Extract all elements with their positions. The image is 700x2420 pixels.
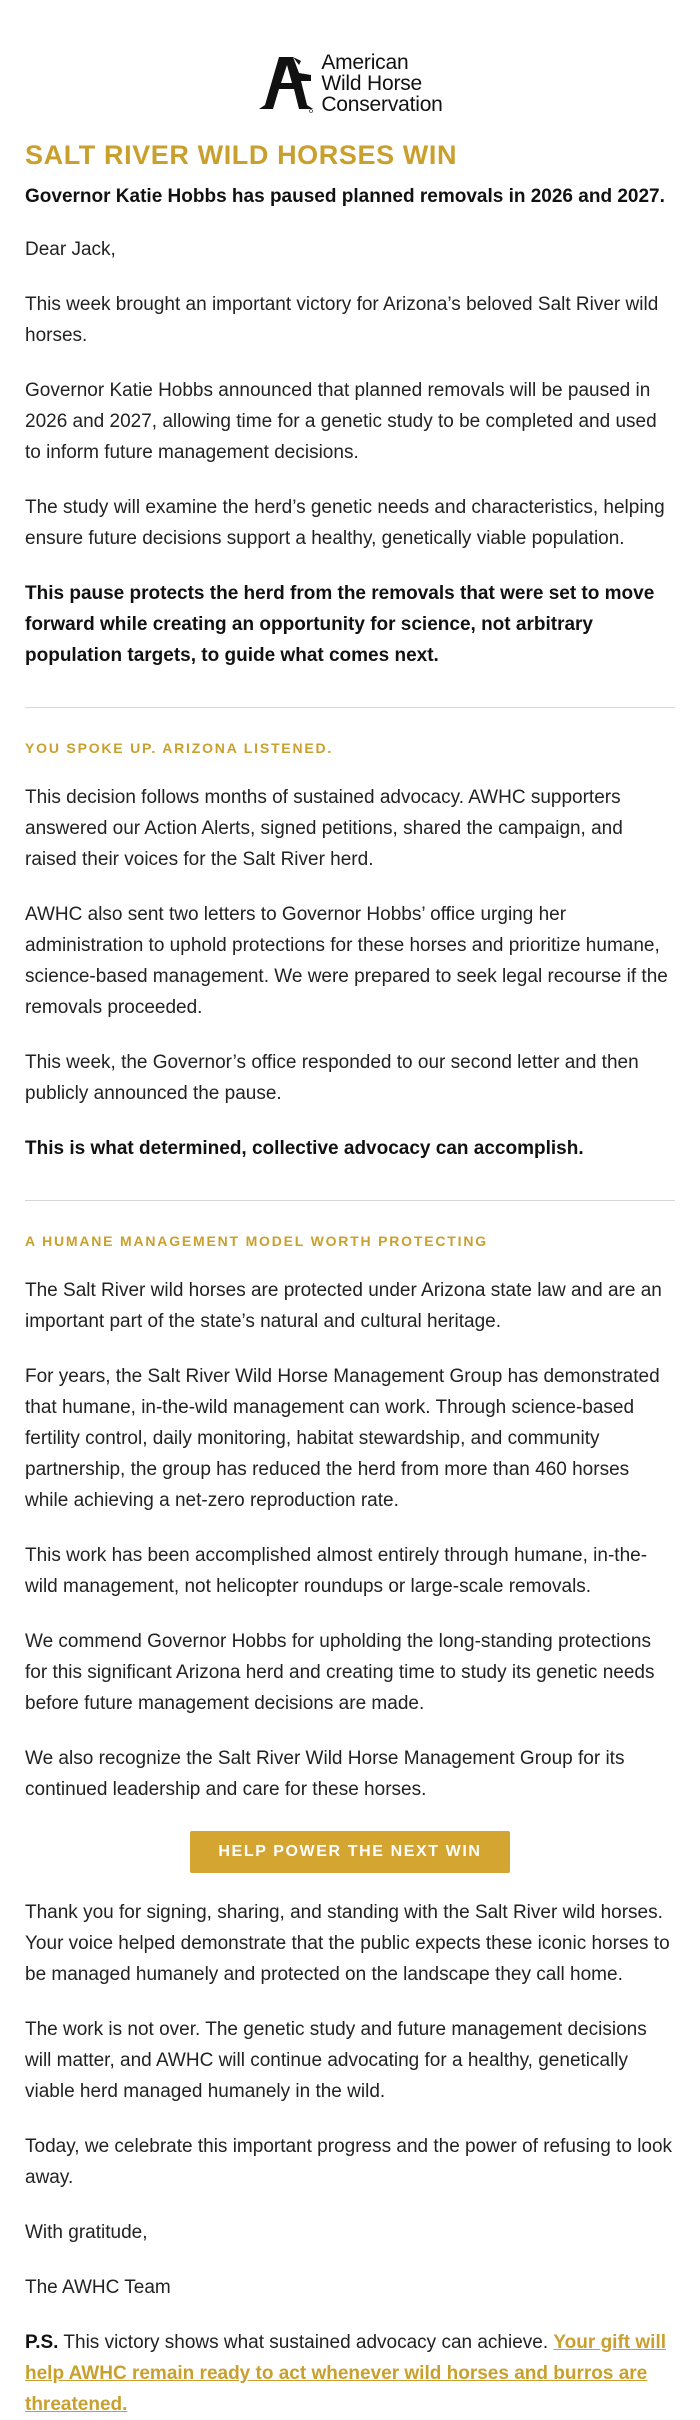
help-power-next-win-button[interactable]: HELP POWER THE NEXT WIN — [190, 1831, 510, 1873]
intro-paragraph-1: This week brought an important victory for Arizona’s beloved Salt River wild horses. — [25, 294, 659, 346]
section-divider-2 — [25, 1200, 675, 1201]
header-logo[interactable] — [25, 0, 675, 118]
management-paragraph-1: The Salt River wild horses are protected under Arizona state law and are an important part of the state’s natural and cultural heritage. — [25, 1280, 662, 1332]
management-paragraph-2: For years, the Salt River Wild Horse Management Group has demonstrated that humane, in-the-wild management can work. Through science-based fertility control, daily monitoring, habitat stewardship, and community partnership, the group has reduced the herd from more than 460 horses while achieving a net-zero reproduction rate. — [25, 1366, 660, 1511]
cta-row — [25, 1831, 675, 1873]
closing-paragraph-1: Thank you for signing, sharing, and standing with the Salt River wild horses. Your voice helped demonstrate that the public expects these iconic horses to be managed humanely and protected on the landscape they call home. — [25, 1902, 670, 1985]
postscript — [25, 2327, 675, 2420]
intro-paragraph-bold: This pause protects the herd from the removals that were set to move forward while creating an opportunity for science, not arbitrary population targets, to guide what comes next. — [25, 583, 655, 666]
advocacy-paragraph-3: This week, the Governor’s office responded to our second letter and then publicly announced the pause. — [25, 1052, 639, 1104]
closing-paragraph-2: The work is not over. The genetic study and future management decisions will matter, and AWHC will continue advocating for a healthy, genetically viable herd managed humanely in the wild. — [25, 2019, 647, 2102]
logo-line-3: Conservation — [321, 92, 443, 116]
closing-paragraph-3: Today, we celebrate this important progress and the power of refusing to look away. — [25, 2136, 673, 2188]
section-title-advocacy: YOU SPOKE UP. ARIZONA LISTENED. — [25, 740, 334, 756]
logo-line-1: American — [321, 50, 409, 74]
advocacy-paragraph-2: AWHC also sent two letters to Governor Hobbs’ office urging her administration to uphold protections for these horses and prioritize humane, science-based management. We were prepared to seek legal recourse if the removals proceeded. — [25, 904, 668, 1018]
signature: The AWHC Team — [25, 2277, 171, 2298]
management-paragraph-5: We also recognize the Salt River Wild Horse Management Group for its continued leadership and care for these horses. — [25, 1748, 625, 1800]
email-headline: SALT RIVER WILD HORSES WIN — [25, 140, 458, 170]
greeting: Dear Jack, — [25, 239, 116, 260]
section-divider-1 — [25, 707, 675, 708]
ps-text: This victory shows what sustained advocacy can achieve. — [58, 2332, 554, 2353]
logo-line-2: Wild Horse — [321, 71, 423, 95]
logo-wordmark — [321, 52, 442, 115]
section-title-management: A HUMANE MANAGEMENT MODEL WORTH PROTECTING — [25, 1233, 488, 1249]
intro-paragraph-2: Governor Katie Hobbs announced that planned removals will be paused in 2026 and 2027, allowing time for a genetic study to be completed and used to inform future management decisions. — [25, 380, 657, 463]
signoff: With gratitude, — [25, 2222, 148, 2243]
email-subhead: Governor Katie Hobbs has paused planned removals in 2026 and 2027. — [25, 186, 665, 207]
advocacy-paragraph-1: This decision follows months of sustained advocacy. AWHC supporters answered our Action Alerts, signed petitions, shared the campaign, and raised their voices for the Salt River herd. — [25, 787, 623, 870]
donate-link[interactable]: Your gift will help AWHC remain ready to act whenever wild horses and burros are threatened. — [25, 2332, 667, 2415]
horse-letter-a-logo-icon — [257, 53, 315, 113]
ps-label: P.S. — [25, 2332, 59, 2353]
intro-paragraph-3: The study will examine the herd’s genetic needs and characteristics, helping ensure future decisions support a healthy, genetically viable population. — [25, 497, 665, 549]
management-paragraph-4: We commend Governor Hobbs for upholding the long-standing protections for this significant Arizona herd and creating time to study its genetic needs before future management decisions are made. — [25, 1631, 655, 1714]
advocacy-paragraph-bold: This is what determined, collective advocacy can accomplish. — [25, 1138, 584, 1159]
management-paragraph-3: This work has been accomplished almost entirely through humane, in-the-wild management, not helicopter roundups or large-scale removals. — [25, 1545, 648, 1597]
logo-group — [257, 52, 442, 115]
